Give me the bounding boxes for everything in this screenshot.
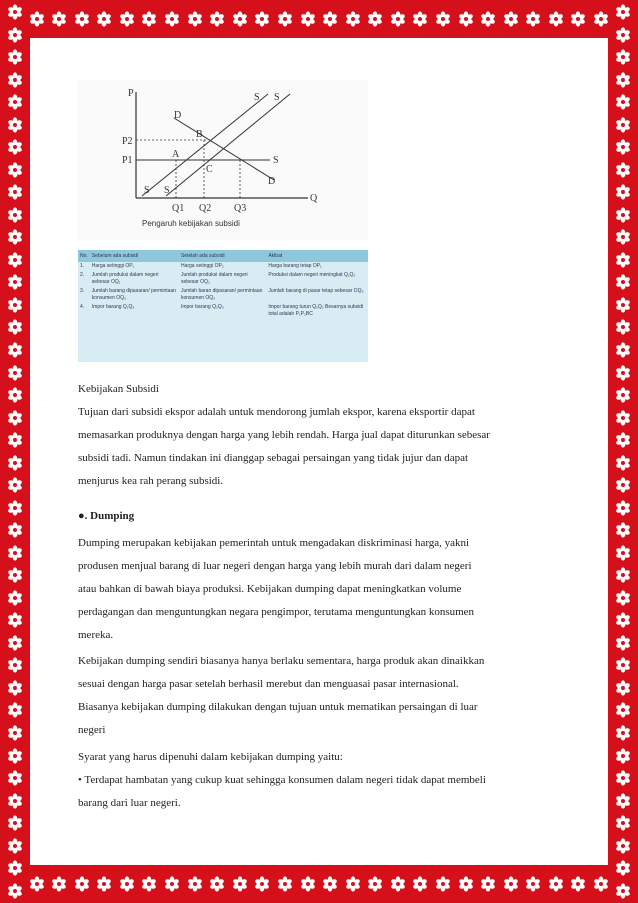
flower-ornament-icon [615, 748, 631, 764]
flower-ornament-icon [7, 410, 23, 426]
table-cell: Harga setinggi OP₂ [180, 263, 224, 269]
q-axis-label: Q [310, 193, 318, 204]
flower-ornament-icon [615, 500, 631, 516]
flower-ornament-icon [615, 522, 631, 538]
table-header: Akibat [266, 250, 368, 262]
flower-ornament-icon [525, 11, 541, 27]
flower-ornament-icon [7, 567, 23, 583]
flower-ornament-icon [74, 876, 90, 892]
flower-ornament-icon [141, 11, 157, 27]
border-left [0, 0, 30, 903]
flower-ornament-icon [187, 876, 203, 892]
paragraph-line: Biasanya kebijakan dumping dilakukan dengan tujuan untuk mematikan persaingan di luar [78, 701, 478, 713]
flower-ornament-icon [615, 590, 631, 606]
flower-ornament-icon [7, 612, 23, 628]
flower-ornament-icon [7, 94, 23, 110]
paragraph-line: memasarkan produknya dengan harga yang lebih rendah. Harga jual dapat diturunkan sebesar [78, 429, 490, 441]
subsidy-section [78, 378, 568, 493]
border-bottom [0, 865, 638, 903]
flower-ornament-icon [615, 612, 631, 628]
flower-ornament-icon [232, 876, 248, 892]
flower-ornament-icon [7, 139, 23, 155]
flower-ornament-icon [7, 229, 23, 245]
supply-horizontal-label: S [273, 155, 279, 166]
p-axis-label: P [128, 88, 134, 99]
flower-ornament-icon [209, 876, 225, 892]
flower-ornament-icon [51, 876, 67, 892]
flower-ornament-icon [615, 545, 631, 561]
table-cell: Harga setinggi OP₁ [91, 263, 135, 269]
flower-ornament-icon [141, 876, 157, 892]
section-title: Kebijakan Subsidi [78, 383, 159, 395]
paragraph-line: Syarat yang harus dipenuhi dalam kebijakan dumping yaitu: [78, 751, 343, 763]
flower-ornament-icon [615, 229, 631, 245]
flower-ornament-icon [615, 162, 631, 178]
flower-ornament-icon [119, 11, 135, 27]
flower-ornament-icon [480, 11, 496, 27]
paragraph-line: negeri [78, 724, 106, 736]
flower-ornament-icon [367, 11, 383, 27]
q2-label: Q2 [199, 203, 212, 214]
flower-ornament-icon [7, 162, 23, 178]
flower-ornament-icon [548, 876, 564, 892]
flower-ornament-icon [74, 11, 90, 27]
table-cell: 3. [80, 288, 85, 294]
flower-ornament-icon [7, 770, 23, 786]
dumping-heading: ●. Dumping [78, 510, 135, 522]
flower-ornament-icon [322, 11, 338, 27]
flower-ornament-icon [367, 876, 383, 892]
flower-ornament-icon [615, 365, 631, 381]
supply-bottom-label-2: S [164, 185, 170, 196]
p1-label: P1 [122, 155, 133, 166]
flower-ornament-icon [300, 11, 316, 27]
paragraph-line: Kebijakan dumping sendiri biasanya hanya berlaku sementara, harga produk akan dinaikkan [78, 655, 485, 667]
flower-ornament-icon [615, 455, 631, 471]
flower-ornament-icon [7, 319, 23, 335]
paragraph-line: subsidi tadi. Namun tindakan ini dianggap sebagai persaingan yang tidak jujur dan dapat [78, 452, 469, 464]
paragraph-line: barang dari luar negeri. [78, 797, 181, 809]
flower-ornament-icon [7, 702, 23, 718]
flower-ornament-icon [615, 432, 631, 448]
flower-ornament-icon [548, 11, 564, 27]
flower-ornament-icon [7, 657, 23, 673]
flower-ornament-icon [615, 657, 631, 673]
supply-top-label-2: S [274, 92, 280, 103]
flower-ornament-icon [615, 139, 631, 155]
table-cell: Jumlah barang dipasaran/ permintaan konsumen OQ₃ [91, 288, 176, 301]
flower-ornament-icon [7, 49, 23, 65]
paragraph-line: produsen menjual barang di luar negeri dengan harga yang lebih murah dari dalam negeri [78, 560, 472, 572]
point-c-label: C [206, 164, 213, 175]
flower-ornament-icon [615, 770, 631, 786]
flower-ornament-icon [615, 477, 631, 493]
flower-ornament-icon [29, 876, 45, 892]
flower-ornament-icon [7, 860, 23, 876]
flower-ornament-icon [7, 342, 23, 358]
table-cell: Produksi dalam negeri meningkat Q₁Q₂ [268, 272, 356, 278]
dumping-paragraph-1 [78, 532, 568, 647]
flower-ornament-icon [615, 4, 631, 20]
table-cell: Jumlah baran dipasaran/ permintaan konsumen OQ₃ [180, 288, 263, 301]
flower-ornament-icon [615, 27, 631, 43]
flower-ornament-icon [7, 883, 23, 899]
table-row [78, 271, 368, 287]
flower-ornament-icon [458, 11, 474, 27]
flower-ornament-icon [615, 274, 631, 290]
flower-ornament-icon [96, 876, 112, 892]
subsidy-table [78, 250, 368, 362]
flower-ornament-icon [615, 342, 631, 358]
table-cell: 1. [80, 263, 85, 269]
flower-ornament-icon [615, 725, 631, 741]
flower-ornament-icon [7, 793, 23, 809]
table-cell: 4. [80, 304, 85, 310]
table-cell: Jumlah produksi dalam negeri sebesar OQ₂ [180, 272, 248, 285]
flower-ornament-icon [254, 876, 270, 892]
flower-ornament-icon [7, 365, 23, 381]
subsidy-graph [78, 80, 368, 245]
table-header: Sebelum ada subsidi [90, 250, 179, 262]
paragraph-line: menjurus kea rah perang subsidi. [78, 475, 224, 487]
flower-ornament-icon [615, 207, 631, 223]
flower-ornament-icon [7, 27, 23, 43]
flower-ornament-icon [96, 11, 112, 27]
flower-ornament-icon [322, 876, 338, 892]
flower-ornament-icon [570, 11, 586, 27]
flower-ornament-icon [7, 635, 23, 651]
flower-ornament-icon [7, 455, 23, 471]
flower-ornament-icon [7, 545, 23, 561]
flower-ornament-icon [615, 117, 631, 133]
flower-ornament-icon [615, 184, 631, 200]
flower-ornament-icon [615, 793, 631, 809]
paragraph-line: atau bahkan di bawah biaya produksi. Kebijakan dumping dapat meningkatkan volume [78, 583, 462, 595]
flower-ornament-icon [7, 72, 23, 88]
demand-bottom-label: D [268, 176, 276, 187]
p2-label: P2 [122, 136, 133, 147]
flower-ornament-icon [277, 11, 293, 27]
paragraph-line: Dumping merupakan kebijakan pemerintah untuk mengadakan diskriminasi harga, yakni [78, 537, 470, 549]
flower-ornament-icon [458, 876, 474, 892]
table-cell: Impor barang turun Q₁Q₂ Besarnya subsidi total adalah P₁P₂BC [268, 304, 364, 317]
flower-ornament-icon [209, 11, 225, 27]
flower-ornament-icon [615, 680, 631, 696]
flower-ornament-icon [7, 297, 23, 313]
flower-ornament-icon [51, 11, 67, 27]
flower-ornament-icon [435, 11, 451, 27]
flower-ornament-icon [615, 635, 631, 651]
flower-ornament-icon [7, 207, 23, 223]
flower-ornament-icon [7, 4, 23, 20]
flower-ornament-icon [615, 319, 631, 335]
flower-ornament-icon [480, 876, 496, 892]
flower-ornament-icon [7, 274, 23, 290]
table-cell: Impor barang Q₁Q₃ [91, 304, 135, 310]
flower-ornament-icon [615, 297, 631, 313]
table-row [78, 262, 368, 271]
flower-ornament-icon [615, 387, 631, 403]
flower-ornament-icon [570, 876, 586, 892]
flower-ornament-icon [503, 876, 519, 892]
flower-ornament-icon [7, 748, 23, 764]
flower-ornament-icon [7, 680, 23, 696]
flower-ornament-icon [390, 11, 406, 27]
table-cell: 2. [80, 272, 85, 278]
flower-ornament-icon [435, 876, 451, 892]
flower-ornament-icon [277, 876, 293, 892]
flower-ornament-icon [593, 11, 609, 27]
paragraph-line: Tujuan dari subsidi ekspor adalah untuk mendorong jumlah ekspor, karena eksportir dapat [78, 406, 475, 418]
flower-ornament-icon [7, 815, 23, 831]
flower-ornament-icon [390, 876, 406, 892]
figure-caption: Pengaruh kebijakan subsidi [142, 219, 240, 228]
point-b-label: B [196, 129, 203, 140]
flower-ornament-icon [615, 567, 631, 583]
flower-ornament-icon [232, 11, 248, 27]
flower-ornament-icon [412, 11, 428, 27]
flower-ornament-icon [615, 410, 631, 426]
supply-bottom-label-1: S [144, 185, 150, 196]
border-right [608, 0, 638, 903]
table-cell: Harga barang tetap OP₁ [268, 263, 322, 269]
q1-label: Q1 [172, 203, 185, 214]
table-header: Setelah ada subsidi [179, 250, 266, 262]
flower-ornament-icon [615, 883, 631, 899]
table-cell: Jumlah barang di pasar tetap sebesar OQ₃ [268, 288, 364, 294]
flower-ornament-icon [412, 876, 428, 892]
q3-label: Q3 [234, 203, 247, 214]
table-header: No. [78, 250, 90, 262]
flower-ornament-icon [615, 49, 631, 65]
flower-ornament-icon [7, 252, 23, 268]
flower-ornament-icon [7, 387, 23, 403]
flower-ornament-icon [7, 432, 23, 448]
flower-ornament-icon [7, 725, 23, 741]
flower-ornament-icon [7, 117, 23, 133]
flower-ornament-icon [525, 876, 541, 892]
flower-ornament-icon [615, 815, 631, 831]
flower-ornament-icon [300, 876, 316, 892]
flower-ornament-icon [7, 522, 23, 538]
border-top [0, 0, 638, 38]
paragraph-line: perdagangan dan menguntungkan negara pengimpor, terutama menguntungkan konsumen [78, 606, 475, 618]
flower-ornament-icon [593, 876, 609, 892]
flower-ornament-icon [345, 876, 361, 892]
flower-ornament-icon [615, 860, 631, 876]
table-row [78, 303, 368, 319]
demand-top-label: D [174, 110, 182, 121]
flower-ornament-icon [615, 252, 631, 268]
flower-ornament-icon [7, 477, 23, 493]
dumping-paragraph-3 [78, 746, 568, 815]
flower-ornament-icon [615, 838, 631, 854]
flower-ornament-icon [615, 702, 631, 718]
paragraph-line: • Terdapat hambatan yang cukup kuat sehingga konsumen dalam negeri tidak dapat membeli [78, 774, 486, 786]
flower-ornament-icon [503, 11, 519, 27]
flower-ornament-icon [7, 500, 23, 516]
supply-top-label-1: S [254, 92, 260, 103]
table-cell: Jumlah produksi dalam negeri sebesar OQ₁ [91, 272, 159, 285]
flower-ornament-icon [187, 11, 203, 27]
flower-ornament-icon [119, 876, 135, 892]
flower-ornament-icon [7, 184, 23, 200]
dumping-paragraph-2 [78, 650, 568, 742]
flower-ornament-icon [615, 94, 631, 110]
paragraph-line: mereka. [78, 629, 114, 641]
table-row [78, 287, 368, 303]
paragraph-line: sesuai dengan harga pasar setelah berhasil merebut dan menguasai pasar internasional. [78, 678, 459, 690]
table-cell: Impor barang Q₂Q₃ [180, 304, 224, 310]
flower-ornament-icon [615, 72, 631, 88]
flower-ornament-icon [7, 838, 23, 854]
point-a-label: A [172, 149, 180, 160]
flower-ornament-icon [164, 876, 180, 892]
flower-ornament-icon [7, 590, 23, 606]
flower-ornament-icon [164, 11, 180, 27]
flower-ornament-icon [29, 11, 45, 27]
flower-ornament-icon [345, 11, 361, 27]
flower-ornament-icon [254, 11, 270, 27]
